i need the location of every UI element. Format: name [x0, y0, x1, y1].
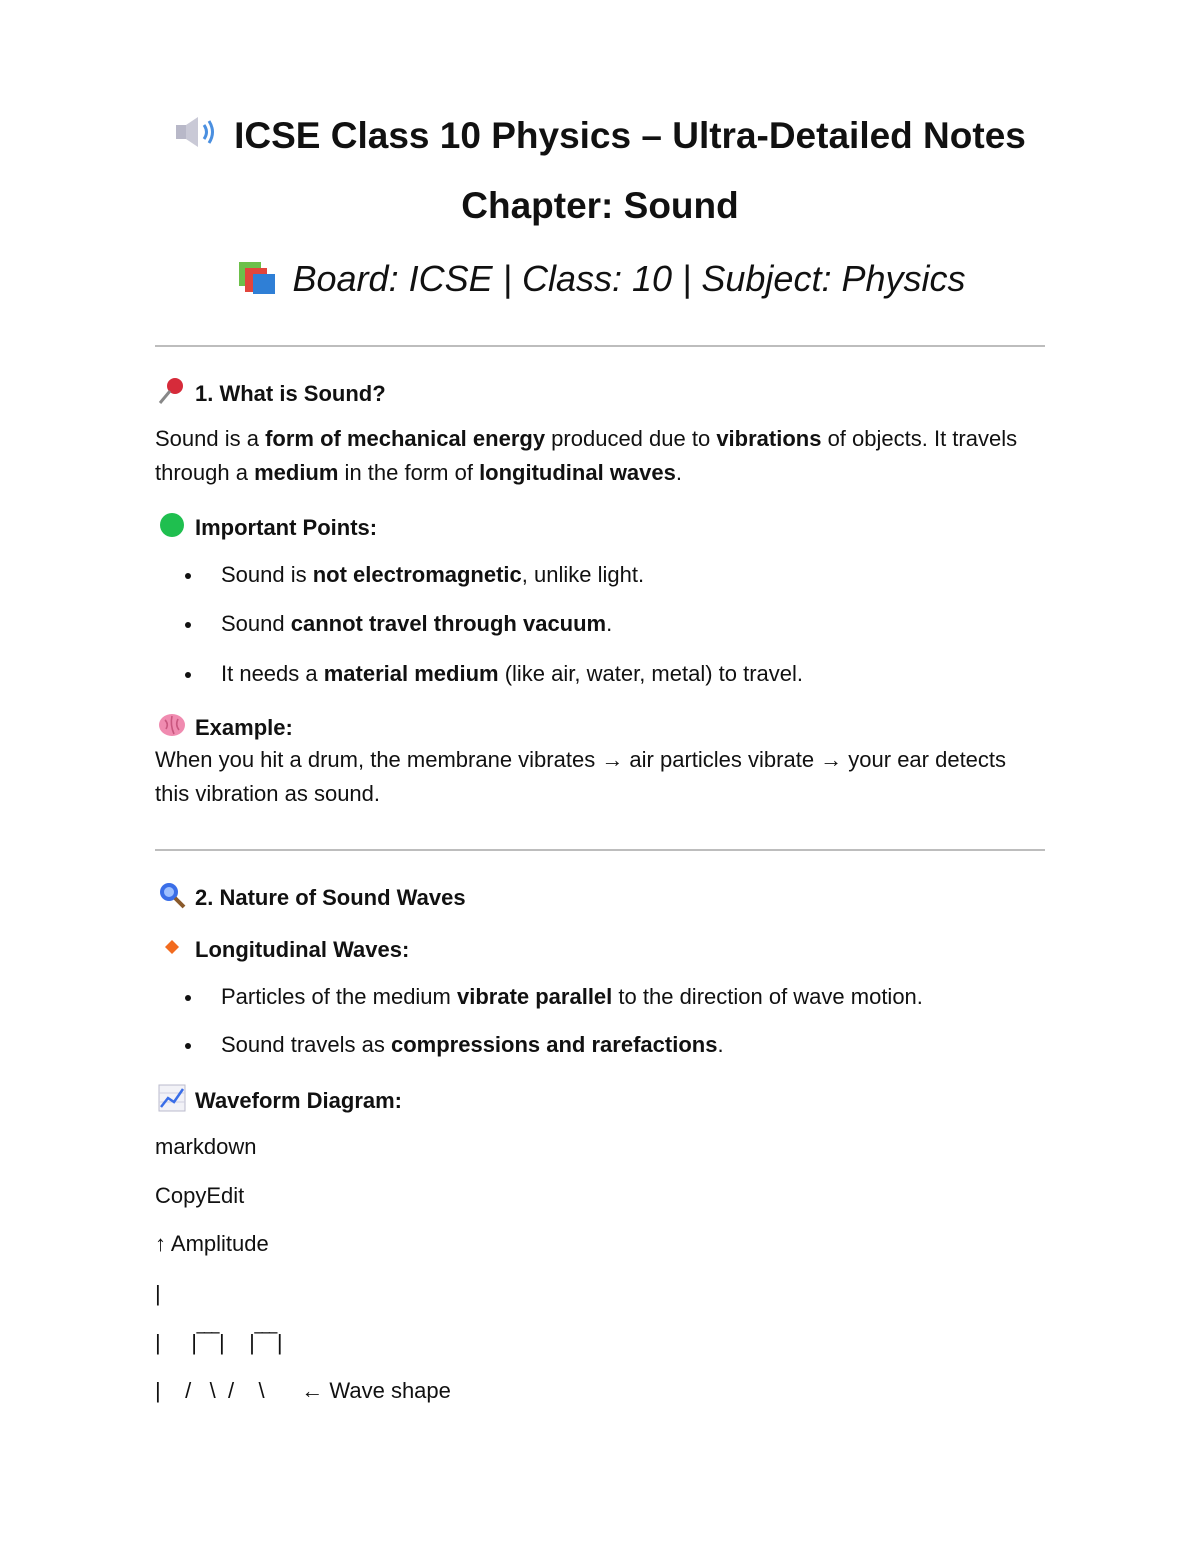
divider-1: [155, 345, 1045, 347]
important-points-heading: [157, 510, 377, 548]
diagram-line: ↑ Amplitude: [155, 1231, 269, 1256]
list-item: [185, 659, 803, 689]
point-bold: cannot travel through vacuum: [290, 611, 607, 636]
point-text: Sound: [221, 611, 291, 636]
chapter-title: Chapter: Sound: [461, 185, 739, 226]
list-item: [185, 982, 923, 1012]
point-text: Sound is: [221, 562, 313, 587]
title-text: ICSE Class 10 Physics – Ultra-Detailed Notes: [234, 115, 1026, 156]
section-1-heading-text: 1. What is Sound?: [195, 381, 386, 406]
document-title: [155, 112, 1045, 162]
point-bold: not electromagnetic: [312, 562, 522, 587]
longitudinal-heading-text: Longitudinal Waves:: [195, 937, 410, 962]
important-points-heading-text: Important Points:: [195, 515, 378, 540]
point-text: Sound travels as: [221, 1032, 391, 1057]
intro-text-1: Sound is a: [155, 426, 266, 451]
code-language-label: markdown: [155, 1134, 257, 1159]
intro-text-4: in the form of: [338, 460, 480, 485]
section-2-heading: [157, 880, 466, 918]
divider-2: [155, 849, 1045, 851]
intro-text-5: .: [675, 460, 682, 485]
longitudinal-heading: [157, 932, 409, 970]
point-text: , unlike light.: [521, 562, 645, 587]
waveform-heading: [157, 1083, 402, 1121]
example-text: When you hit a drum, the membrane vibrates → air particles vibrate → your ear detects this vibration as sound.: [155, 747, 1007, 806]
intro-bold-2: vibrations: [716, 426, 822, 451]
list-item: [185, 1030, 724, 1060]
document-meta: [155, 256, 1045, 307]
point-text: It needs a: [221, 661, 324, 686]
magnifier-icon: [157, 880, 187, 918]
diagram-line: | |‾‾‾| |‾‾‾|: [155, 1330, 283, 1355]
chart-increasing-icon: [157, 1083, 187, 1121]
point-bold: material medium: [323, 661, 499, 686]
point-text: to the direction of wave motion.: [612, 984, 923, 1009]
books-icon: [235, 256, 279, 307]
section-1-intro: [155, 422, 1045, 490]
speaker-icon: [174, 114, 220, 162]
point-bold: vibrate parallel: [456, 984, 613, 1009]
point-text: .: [717, 1032, 724, 1057]
copy-edit-label[interactable]: CopyEdit: [155, 1183, 245, 1208]
point-text: .: [606, 611, 613, 636]
intro-text-3: of objects. It travels through a: [155, 426, 1018, 485]
intro-bold-4: longitudinal waves: [479, 460, 676, 485]
example-heading-text: Example:: [195, 715, 293, 740]
diagram-line: |: [155, 1281, 161, 1306]
point-text: Particles of the medium: [221, 984, 457, 1009]
green-circle-icon: [157, 510, 187, 548]
meta-text: Board: ICSE | Class: 10 | Subject: Physics: [292, 258, 966, 300]
intro-text-2: produced due to: [545, 426, 717, 451]
section-1-heading: [157, 376, 386, 414]
list-item: [185, 560, 644, 590]
point-bold: compressions and rarefactions: [390, 1032, 718, 1057]
intro-bold-3: medium: [254, 460, 339, 485]
diagram-line: | / \ / \ ← Wave shape: [155, 1378, 451, 1403]
section-2-heading-text: 2. Nature of Sound Waves: [195, 885, 466, 910]
orange-diamond-icon: [157, 932, 187, 970]
pushpin-icon: [157, 376, 187, 414]
list-item: [185, 609, 612, 639]
waveform-heading-text: Waveform Diagram:: [195, 1088, 403, 1113]
intro-bold-1: form of mechanical energy: [265, 426, 546, 451]
point-text: (like air, water, metal) to travel.: [498, 661, 804, 686]
